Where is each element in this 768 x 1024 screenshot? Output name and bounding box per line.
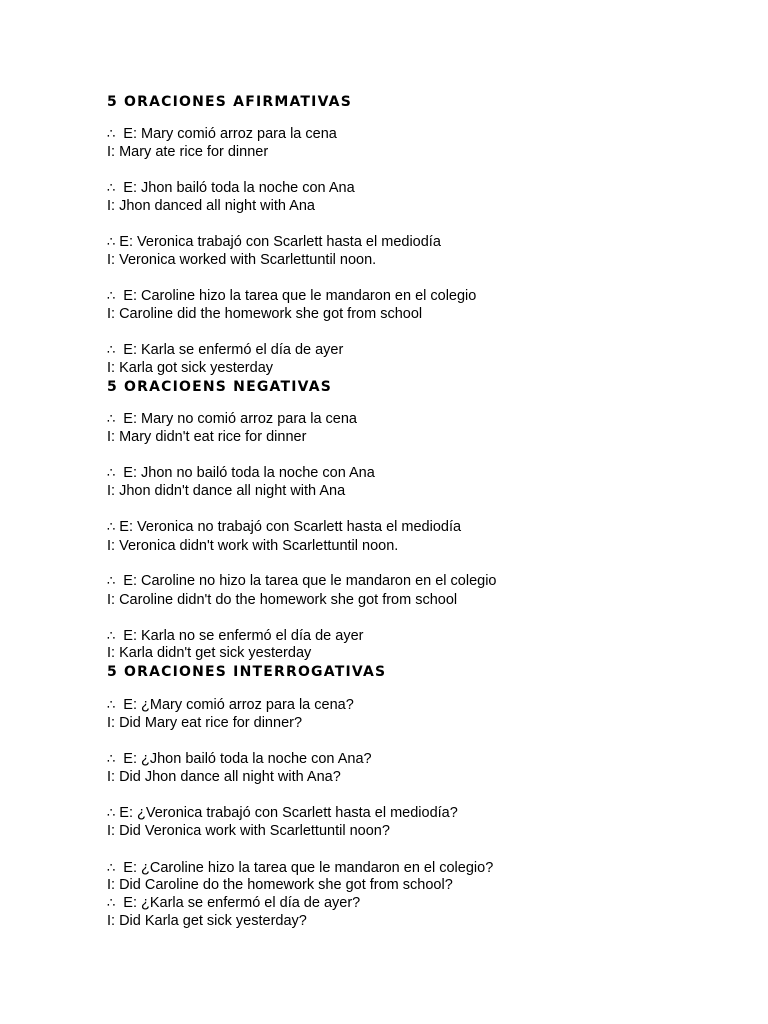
sentence-es: ∴ E: Jhon bailó toda la noche con Ana <box>107 180 355 196</box>
therefore-icon: ∴ <box>107 342 116 357</box>
therefore-icon: ∴ <box>107 751 116 766</box>
sentence-es: ∴ E: Veronica no trabajó con Scarlett hasta el mediodía <box>107 519 462 535</box>
sentence-es: ∴ E: Caroline hizo la tarea que le mandaron en el colegio <box>107 288 477 304</box>
therefore-icon: ∴ <box>107 628 116 643</box>
sentence-es: ∴ E: Caroline no hizo la tarea que le mandaron en el colegio <box>107 573 497 589</box>
sentence-en: I: Did Veronica work with Scarlettuntil noon? <box>107 823 390 839</box>
therefore-icon: ∴ <box>107 180 116 195</box>
therefore-icon: ∴ <box>107 805 116 820</box>
sentence-es: ∴ E: Karla no se enfermó el día de ayer <box>107 628 364 644</box>
sentence-es: ∴ E: Jhon no bailó toda la noche con Ana <box>107 465 375 481</box>
therefore-icon: ∴ <box>107 860 116 875</box>
sentence-en: I: Did Jhon dance all night with Ana? <box>107 769 341 785</box>
sentence-es: ∴ E: Karla se enfermó el día de ayer <box>107 342 344 358</box>
sentence-en: I: Caroline didn't do the homework she got from school <box>107 592 458 608</box>
sentence-en: I: Mary didn't eat rice for dinner <box>107 429 307 445</box>
therefore-icon: ∴ <box>107 573 116 588</box>
therefore-icon: ∴ <box>107 288 116 303</box>
sentence-es: ∴ E: Mary no comió arroz para la cena <box>107 411 357 427</box>
sentence-en: I: Caroline did the homework she got from school <box>107 306 423 322</box>
sentence-en: I: Jhon didn't dance all night with Ana <box>107 483 346 499</box>
sentence-es: ∴ E: ¿Karla se enfermó el día de ayer? <box>107 895 361 911</box>
section-title-afirmativas: 5 ORACIONES AFIRMATIVAS <box>107 94 352 110</box>
sentence-en: I: Mary ate rice for dinner <box>107 144 269 160</box>
therefore-icon: ∴ <box>107 126 116 141</box>
sentence-en: I: Karla didn't get sick yesterday <box>107 645 312 661</box>
therefore-icon: ∴ <box>107 411 116 426</box>
sentence-es: ∴ E: ¿Jhon bailó toda la noche con Ana? <box>107 751 372 767</box>
sentence-es: ∴ E: Veronica trabajó con Scarlett hasta el mediodía <box>107 234 441 250</box>
sentence-en: I: Jhon danced all night with Ana <box>107 198 315 214</box>
sentence-en: I: Karla got sick yesterday <box>107 360 274 376</box>
therefore-icon: ∴ <box>107 895 116 910</box>
therefore-icon: ∴ <box>107 234 116 249</box>
sentence-en: I: Veronica didn't work with Scarlettuntil noon. <box>107 538 399 554</box>
section-title-interrogativas: 5 ORACIONES INTERROGATIVAS <box>107 664 387 680</box>
sentence-en: I: Veronica worked with Scarlettuntil noon. <box>107 252 377 268</box>
sentence-en: I: Did Caroline do the homework she got from school? <box>107 877 453 893</box>
section-title-negativas: 5 ORACIOENS NEGATIVAS <box>107 379 333 395</box>
sentence-en: I: Did Karla get sick yesterday? <box>107 913 307 929</box>
sentence-es: ∴ E: ¿Caroline hizo la tarea que le mandaron en el colegio? <box>107 860 494 876</box>
sentence-es: ∴ E: ¿Veronica trabajó con Scarlett hasta el mediodía? <box>107 805 458 821</box>
sentence-es: ∴ E: ¿Mary comió arroz para la cena? <box>107 697 354 713</box>
sentence-en: I: Did Mary eat rice for dinner? <box>107 715 303 731</box>
therefore-icon: ∴ <box>107 519 116 534</box>
therefore-icon: ∴ <box>107 697 116 712</box>
therefore-icon: ∴ <box>107 465 116 480</box>
sentence-es: ∴ E: Mary comió arroz para la cena <box>107 126 337 142</box>
